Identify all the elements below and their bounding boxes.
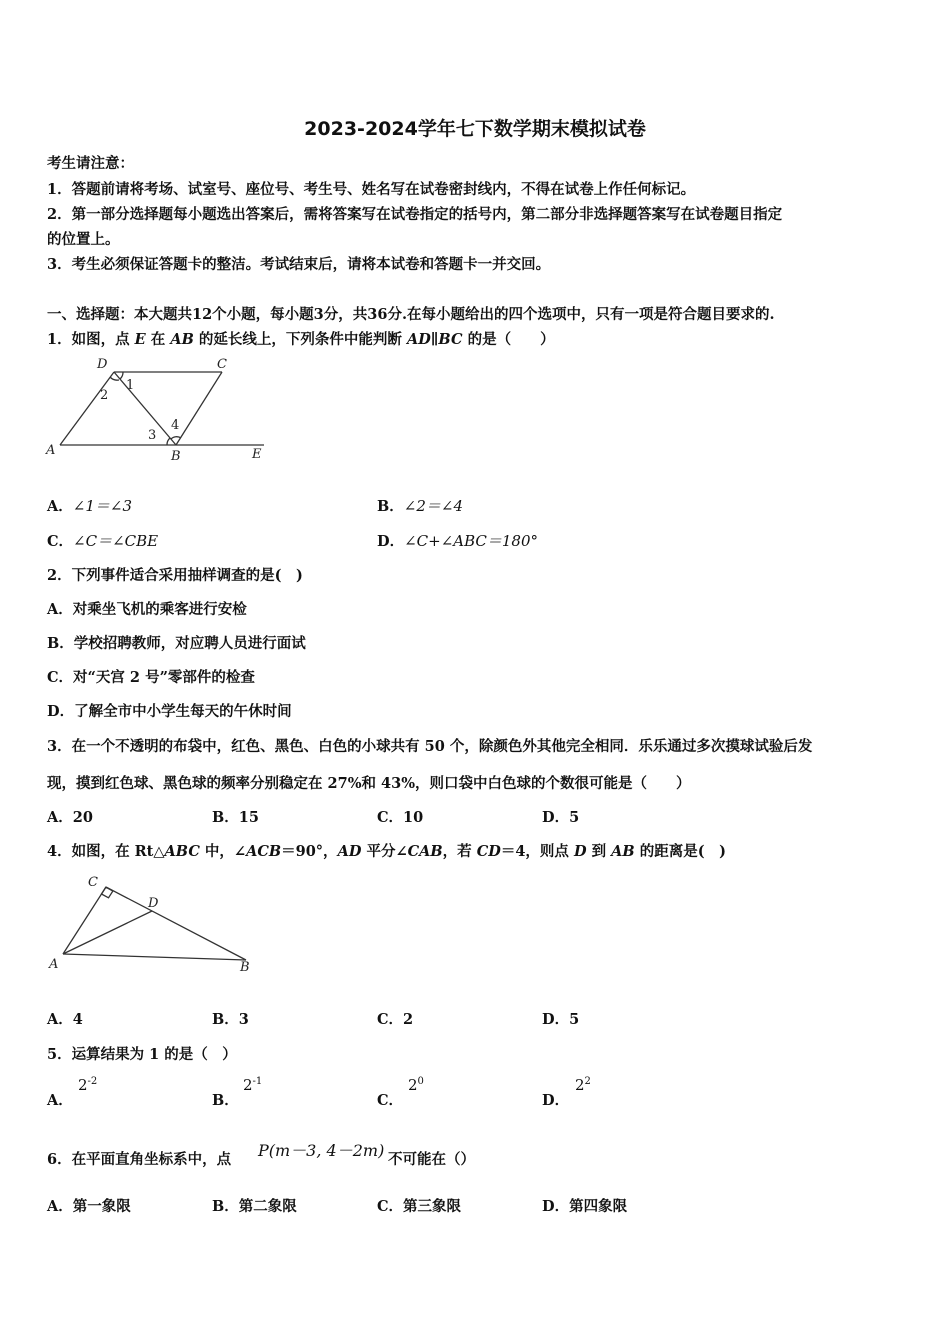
notice-item-2-cont: 的位置上。 (47, 231, 120, 248)
q4-figure (40, 870, 270, 980)
right-angle-mark (102, 887, 113, 898)
label-a: A (46, 443, 56, 458)
q3-option-b[interactable]: B．15 (212, 809, 259, 826)
notice-item-3: 3．考生必须保证答题卡的整洁。考试结束后，请将本试卷和答题卡一并交回。 (47, 256, 551, 273)
q6-point-expr: P(m－3, 4－2m) (258, 1141, 385, 1160)
q3-option-d[interactable]: D．5 (542, 809, 580, 826)
segment-bc (176, 372, 222, 445)
q2-option-c[interactable]: C．对“天宫 2 号”零部件的检查 (47, 669, 255, 686)
label-a: A (49, 957, 59, 972)
q1-option-b[interactable]: B．∠2＝∠4 (377, 497, 463, 515)
label-d: D (97, 357, 108, 372)
q5-option-d-expr: $2^2$ (575, 1076, 591, 1094)
segment-ab (63, 954, 246, 960)
q2-option-b[interactable]: B．学校招聘教师，对应聘人员进行面试 (47, 635, 306, 652)
section-heading: 一、选择题：本大题共12个小题，每小题3分，共36分.在每小题给出的四个选项中，只有一项是符合题目要求的. (47, 306, 775, 323)
q3-stem-line2: 现，摸到红色球、黑色球的频率分别稳定在 27%和 43%，则口袋中白色球的个数很可能是（ ） (47, 775, 691, 792)
q5-stem: 5．运算结果为 1 的是（ ） (47, 1046, 237, 1063)
label-b: B (171, 449, 181, 464)
q1-option-c[interactable]: C．∠C＝∠CBE (47, 532, 159, 550)
label-e: E (252, 447, 262, 462)
exam-title: 2023-2024学年七下数学期末模拟试卷 (304, 118, 646, 140)
q6-option-a[interactable]: A．第一象限 (47, 1198, 131, 1215)
notice-heading: 考生请注意： (47, 155, 134, 172)
q3-stem-line1: 3．在一个不透明的布袋中，红色、黑色、白色的小球共有 50 个，除颜色外其他完全相同．乐乐通过多次摸球试验后发 (47, 738, 813, 755)
q5-option-b[interactable]: B． (212, 1092, 239, 1109)
label-d: D (148, 896, 159, 911)
q4-option-b[interactable]: B．3 (212, 1011, 249, 1028)
q5-option-c-expr: $2^0$ (408, 1076, 424, 1094)
q4-option-a[interactable]: A．4 (47, 1011, 83, 1028)
q5-option-a[interactable]: A． (47, 1092, 73, 1109)
q1-option-a[interactable]: A．∠1＝∠3 (47, 497, 132, 515)
q5-option-c[interactable]: C． (377, 1092, 404, 1109)
angle-arc-3 (167, 438, 170, 445)
q2-stem: 2．下列事件适合采用抽样调查的是( ) (47, 567, 303, 584)
q6-option-d[interactable]: D．第四象限 (542, 1198, 628, 1215)
angle-arc-2 (110, 377, 119, 380)
q2-option-d[interactable]: D．了解全市中小学生每天的午休时间 (47, 703, 292, 720)
q1-option-d[interactable]: D．∠C+∠ABC＝180° (377, 532, 539, 550)
label-2: 2 (100, 388, 109, 403)
label-1: 1 (126, 378, 135, 393)
q6-stem-end: 不可能在（） (388, 1151, 475, 1168)
q5-option-a-expr: $2^{-2}$ (78, 1076, 98, 1094)
q5-option-d[interactable]: D． (542, 1092, 570, 1109)
label-3: 3 (148, 428, 157, 443)
q4-option-c[interactable]: C．2 (377, 1011, 414, 1028)
q2-option-a[interactable]: A．对乘坐飞机的乘客进行安检 (47, 601, 247, 618)
label-4: 4 (171, 418, 180, 433)
notice-item-1: 1．答题前请将考场、试室号、座位号、考生号、姓名写在试卷密封线内，不得在试卷上作任何标记。 (47, 181, 696, 198)
notice-item-2: 2．第一部分选择题每小题选出答案后，需将答案写在试卷指定的括号内，第二部分非选择题答案写在试卷题目指定 (47, 206, 783, 223)
q6-option-c[interactable]: C．第三象限 (377, 1198, 462, 1215)
q3-option-c[interactable]: C．10 (377, 809, 424, 826)
segment-ad (60, 372, 114, 445)
angle-arc-1 (120, 372, 123, 379)
q3-option-a[interactable]: A．20 (47, 809, 93, 826)
q5-option-b-expr: $2^{-1}$ (243, 1076, 263, 1094)
label-c: C (217, 357, 227, 372)
q6-stem: 6．在平面直角坐标系中，点 (47, 1151, 232, 1168)
q4-option-d[interactable]: D．5 (542, 1011, 580, 1028)
q6-option-b[interactable]: B．第二象限 (212, 1198, 297, 1215)
segment-db (114, 372, 176, 445)
q4-stem: 4．如图，在 Rt△ABC 中，∠ACB＝90°，AD 平分∠CAB，若 CD＝4，则点 D 到 AB 的距离是( ) (47, 843, 726, 860)
q1-stem: 1．如图，点 E 在 AB 的延长线上，下列条件中能判断 AD∥BC 的是（ ） (47, 331, 555, 348)
label-b: B (240, 960, 250, 975)
label-c: C (88, 875, 98, 890)
q1-figure (40, 352, 280, 467)
